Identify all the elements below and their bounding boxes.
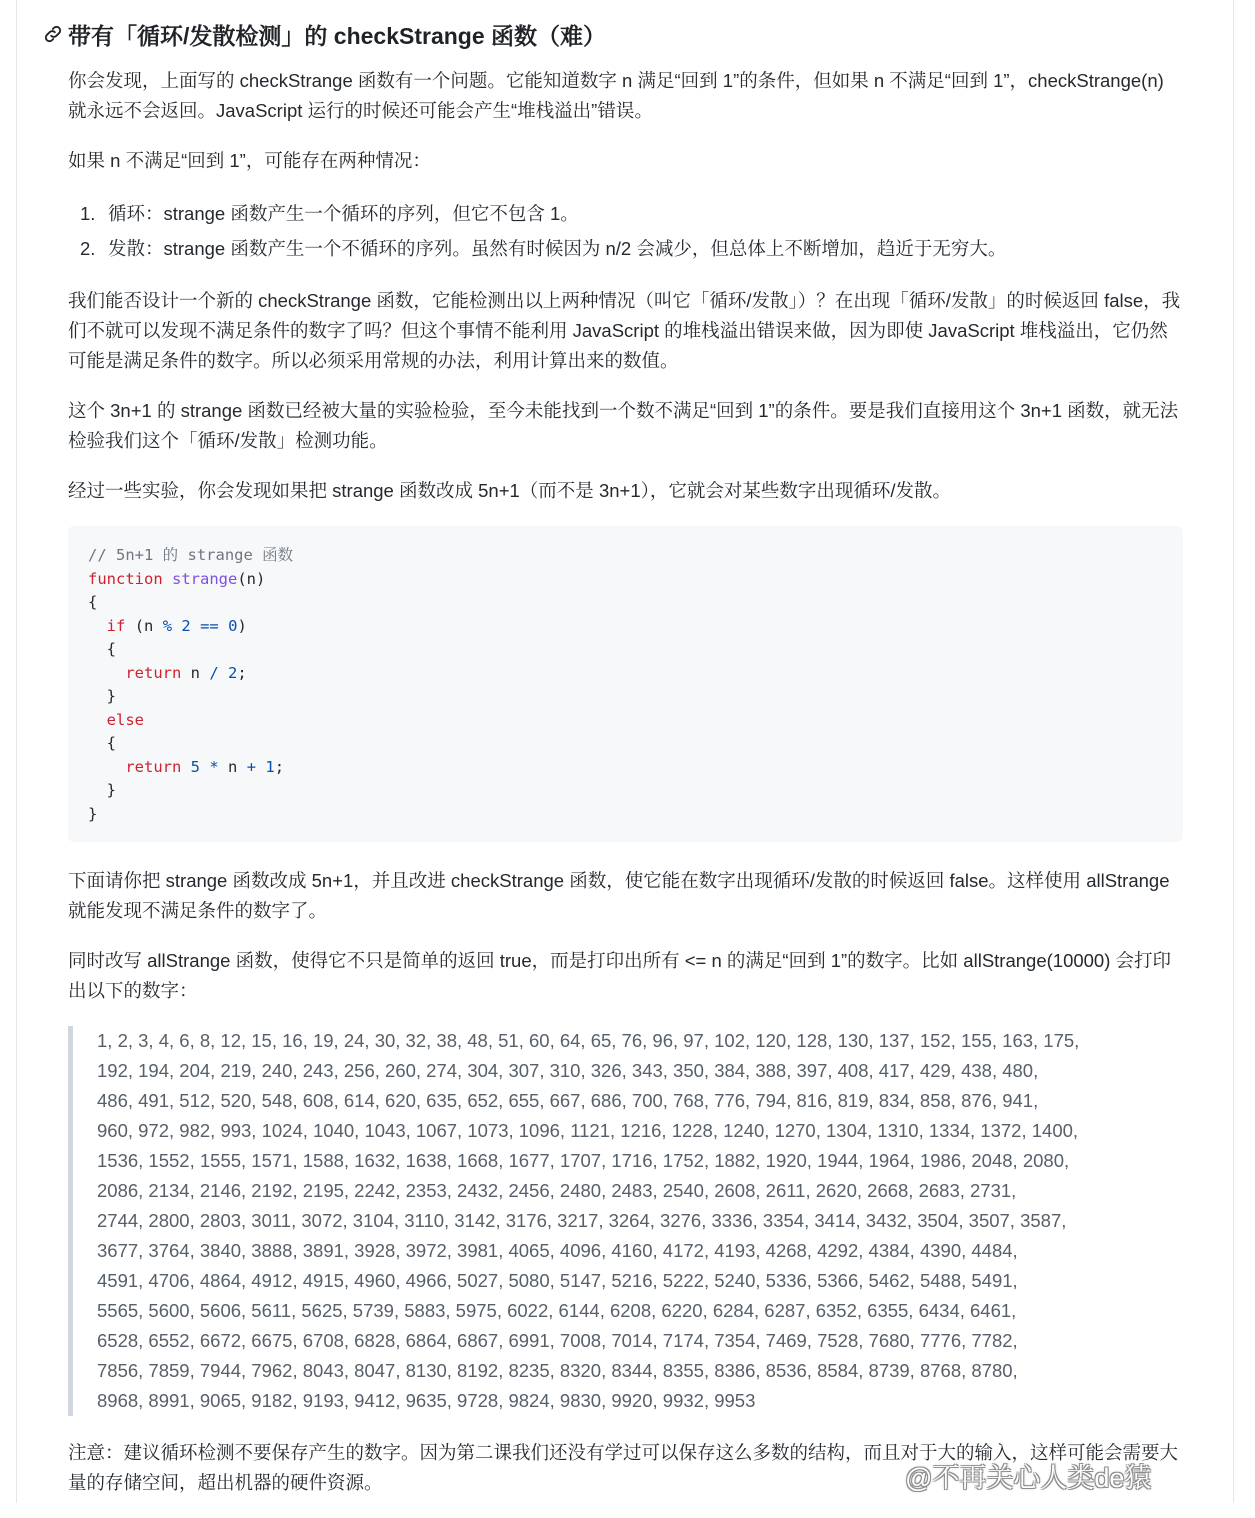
code-function-name: strange	[172, 569, 238, 588]
code-block[interactable]	[68, 526, 1183, 842]
code-keyword: return	[125, 663, 182, 682]
link-icon[interactable]	[42, 23, 64, 45]
code-number: 2	[181, 616, 191, 635]
section-heading	[42, 14, 606, 54]
numbers-line: 7856, 7859, 7944, 7962, 8043, 8047, 8130, 8192, 8235, 8320, 8344, 8355, 8386, 8536, 8584, 8739, 8768, 8780,	[97, 1360, 1018, 1381]
paragraph-5n1: 经过一些实验，你会发现如果把 strange 函数改成 5n+1（而不是 3n+1），它就会对某些数字出现循环/发散。	[68, 480, 951, 501]
code-operator: %	[162, 616, 173, 635]
numbers-line: 2744, 2800, 2803, 3011, 3072, 3104, 3110, 3142, 3176, 3217, 3264, 3276, 3336, 3354, 3414, 3432, 3504, 3507, 3587,	[97, 1210, 1067, 1231]
numbers-line: 486, 491, 512, 520, 548, 608, 614, 620, 635, 652, 655, 667, 686, 700, 768, 776, 794, 816, 819, 834, 858, 876, 941,	[97, 1090, 1039, 1111]
list-number: 1.	[80, 203, 96, 224]
numbers-line: 5565, 5600, 5606, 5611, 5625, 5739, 5883, 5975, 6022, 6144, 6208, 6220, 6284, 6287, 6352, 6355, 6434, 6461,	[97, 1300, 1017, 1321]
code-keyword: if	[106, 616, 126, 635]
numbers-line: 8968, 8991, 9065, 9182, 9193, 9412, 9635, 9728, 9824, 9830, 9920, 9932, 9953	[97, 1390, 756, 1411]
numbers-line: 4591, 4706, 4864, 4912, 4915, 4960, 4966, 5027, 5080, 5147, 5216, 5222, 5240, 5336, 5366, 5462, 5488, 5491,	[97, 1270, 1018, 1291]
code-operator: +	[246, 757, 257, 776]
code-keyword: else	[106, 710, 144, 729]
paragraph-note: 注意：建议循环检测不要保存产生的数字。因为第二课我们还没有学过可以保存这么多数的结构，而且对于大的输入，这样可能会需要大量的存储空间，超出机器的硬件资源。	[68, 1442, 1179, 1493]
numbers-line: 3677, 3764, 3840, 3888, 3891, 3928, 3972, 3981, 4065, 4096, 4160, 4172, 4193, 4268, 4292, 4384, 4390, 4484,	[97, 1240, 1018, 1261]
code-text: ;	[274, 757, 285, 776]
code-params: (n)	[237, 569, 266, 588]
list-text: 发散：strange 函数产生一个不循环的序列。虽然有时候因为 n/2 会减少，但总体上不断增加，趋近于无穷大。	[108, 238, 1007, 259]
article-body	[68, 66, 1183, 1518]
paragraph-task: 下面请你把 strange 函数改成 5n+1，并且改进 checkStrange 函数，使它能在数字出现循环/发散的时候返回 false。这样使用 allStrange 就能发现不满足条件的数字了。	[68, 870, 1170, 921]
code-text: n	[190, 663, 201, 682]
code-brace: {	[88, 593, 98, 611]
code-number: 0	[228, 616, 238, 635]
code-comment: // 5n+1 的 strange 函数	[88, 546, 294, 564]
list-item	[68, 196, 1183, 231]
numbers-line: 6528, 6552, 6672, 6675, 6708, 6828, 6864, 6867, 6991, 7008, 7014, 7174, 7354, 7469, 7528, 7680, 7776, 7782,	[97, 1330, 1018, 1351]
code-brace: {	[106, 734, 117, 752]
list-number: 2.	[80, 238, 96, 259]
paragraph-design: 我们能否设计一个新的 checkStrange 函数，它能检测出以上两种情况（叫它「循环/发散」）？在出现「循环/发散」的时候返回 false，我们不就可以发现不满足条件的数字了吗？但这个事情不能利用 JavaScript 的堆栈溢出错误来做，因为即使 JavaScript 堆栈溢出，它仍然可能是满足条件的数字。所以必须采用常规的办法，利用计算出来的数值。	[68, 290, 1181, 371]
code-number: 1	[265, 757, 275, 776]
paragraph-cases: 如果 n 不满足“回到 1”，可能存在两种情况：	[68, 150, 431, 171]
code-number: 2	[228, 663, 238, 682]
cases-list	[68, 196, 1183, 266]
code-text: ;	[237, 663, 247, 682]
numbers-quote	[68, 1026, 1183, 1416]
code-brace: }	[88, 804, 98, 823]
list-text: 循环：strange 函数产生一个循环的序列，但它不包含 1。	[108, 203, 579, 224]
code-operator: ==	[200, 616, 219, 635]
numbers-line: 1, 2, 3, 4, 6, 8, 12, 15, 16, 19, 24, 30, 32, 38, 48, 51, 60, 64, 65, 76, 96, 97, 102, 120, 128, 130, 137, 152, 155, 163, 175,	[97, 1030, 1080, 1051]
paragraph-allstrange: 同时改写 allStrange 函数，使得它不只是简单的返回 true，而是打印出所有 <= n 的满足“回到 1”的数字。比如 allStrange(10000) 会打印出以下的数字：	[68, 950, 1172, 1001]
numbers-line: 192, 194, 204, 219, 240, 243, 256, 260, 274, 304, 307, 310, 326, 343, 350, 384, 388, 397, 408, 417, 429, 438, 480,	[97, 1060, 1039, 1081]
code-text: n	[228, 757, 238, 776]
code-operator: *	[209, 757, 219, 776]
code-brace: {	[106, 640, 117, 658]
paragraph-3n1: 这个 3n+1 的 strange 函数已经被大量的实验检验，至今未能找到一个数不满足“回到 1”的条件。要是我们直接用这个 3n+1 函数，就无法检验我们这个「循环/发散」检测功能。	[68, 400, 1179, 451]
code-brace: }	[106, 687, 117, 705]
numbers-line: 1536, 1552, 1555, 1571, 1588, 1632, 1638, 1668, 1677, 1707, 1716, 1752, 1882, 1920, 1944, 1964, 1986, 2048, 2080,	[97, 1150, 1070, 1171]
code-text: (n	[134, 616, 154, 635]
watermark: @不再关心人类de猿	[905, 1463, 1152, 1493]
code-number: 5	[190, 757, 201, 776]
code-operator: /	[209, 663, 219, 682]
code-keyword: function	[88, 569, 163, 588]
numbers-line: 960, 972, 982, 993, 1024, 1040, 1043, 1067, 1073, 1096, 1121, 1216, 1228, 1240, 1270, 1304, 1310, 1334, 1372, 1400,	[97, 1120, 1079, 1141]
heading-text: 带有「循环/发散检测」的 checkStrange 函数（难）	[68, 22, 607, 49]
list-item	[68, 231, 1183, 266]
numbers-line: 2086, 2134, 2146, 2192, 2195, 2242, 2353, 2432, 2456, 2480, 2483, 2540, 2608, 2611, 2620, 2668, 2683, 2731,	[97, 1180, 1017, 1201]
paragraph-intro: 你会发现，上面写的 checkStrange 函数有一个问题。它能知道数字 n 满足“回到 1”的条件，但如果 n 不满足“回到 1”，checkStrange(n) 就永远不会返回。JavaScript 运行的时候还可能会产生“堆栈溢出”错误。	[68, 70, 1164, 121]
code-brace: }	[106, 781, 117, 799]
code-text: )	[237, 616, 247, 635]
code-keyword: return	[125, 757, 182, 776]
